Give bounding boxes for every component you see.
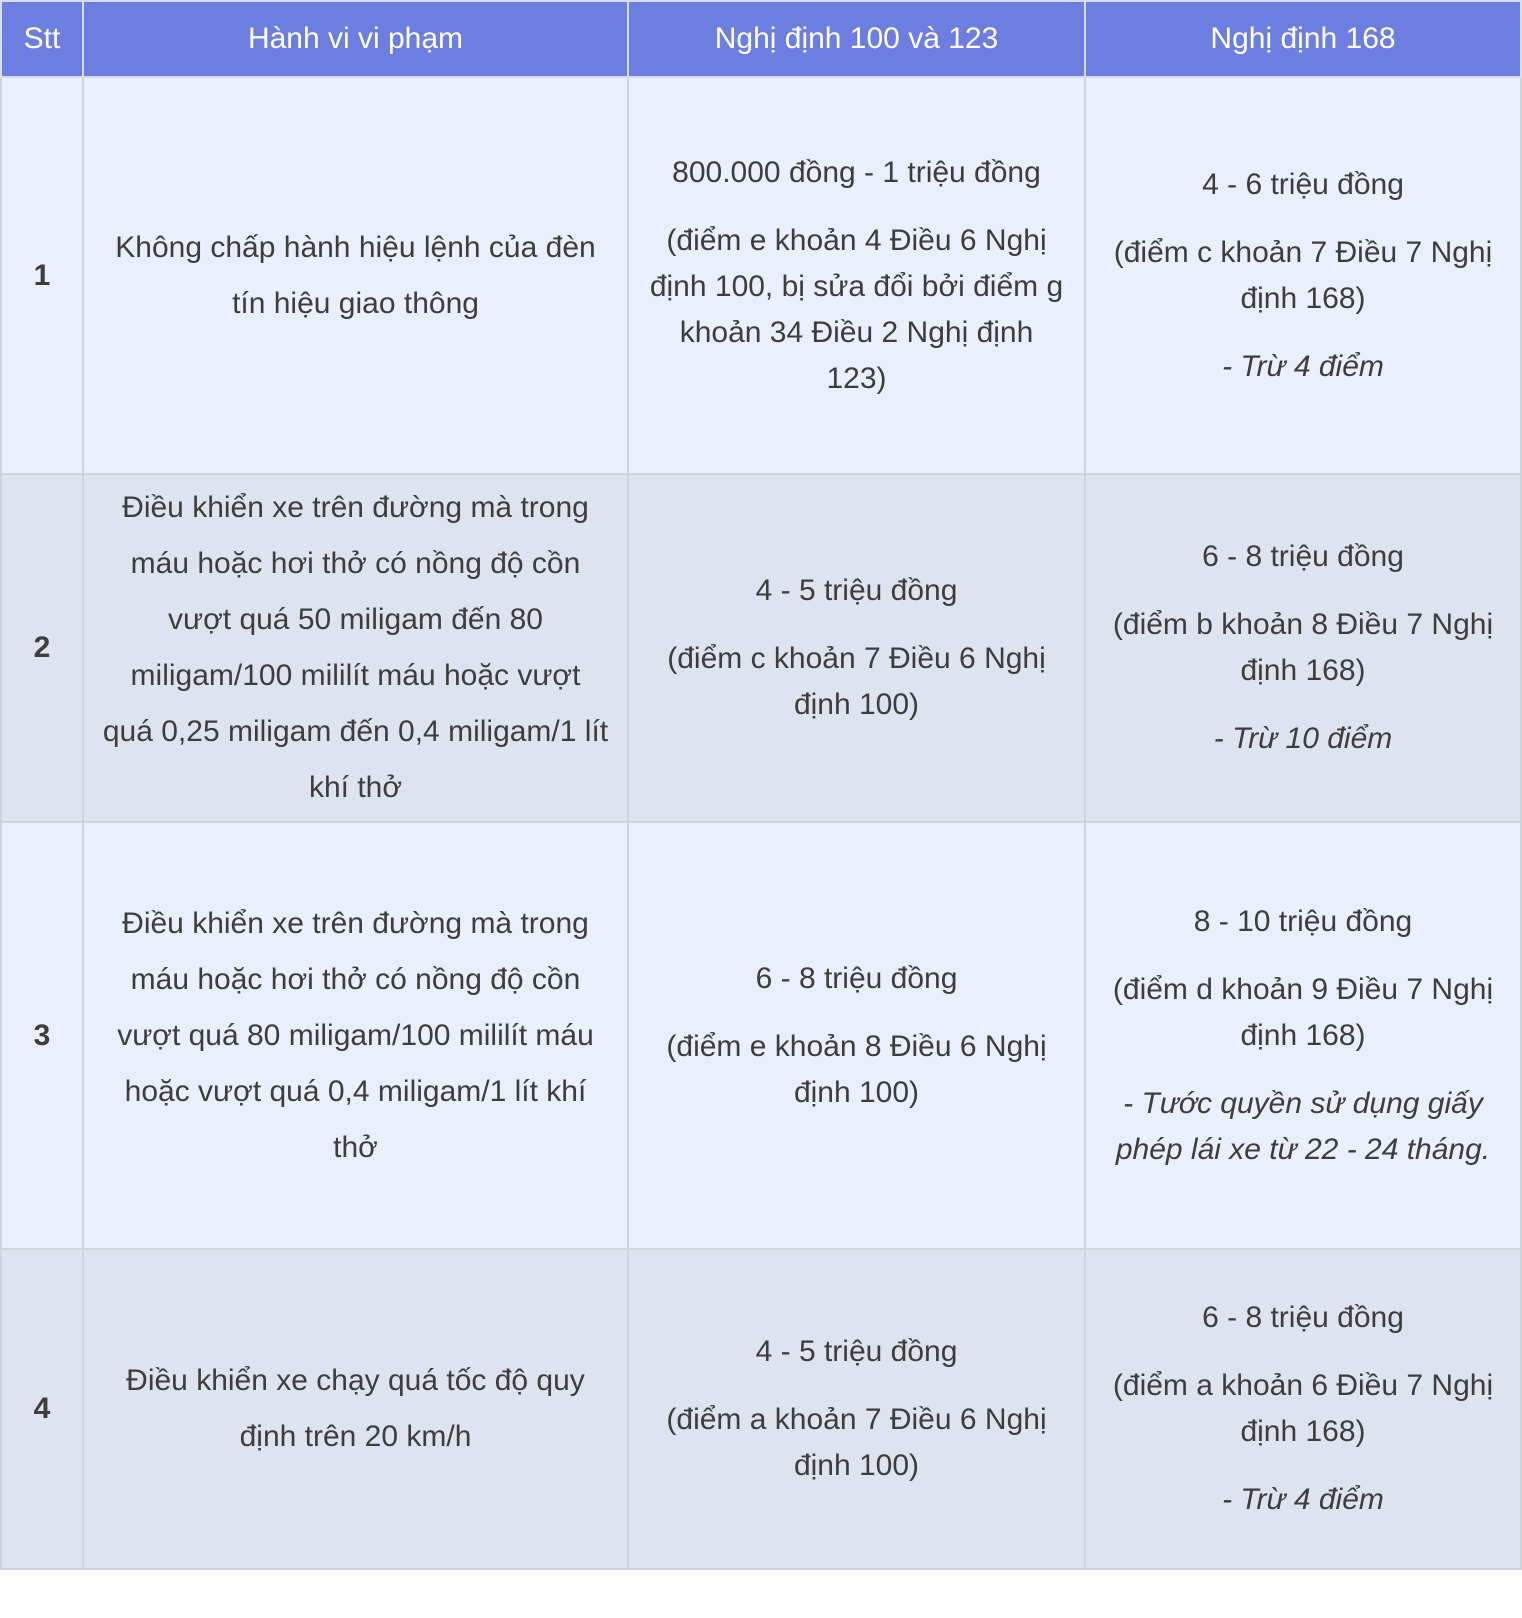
row-number: 4 — [1, 1249, 83, 1569]
new-fine: 6 - 8 triệu đồng — [1202, 1301, 1404, 1334]
old-fine: 4 - 5 triệu đồng — [755, 574, 958, 607]
behavior-text: Điều khiển xe trên đường mà trong máu hoặc hơi thở có nồng độ cồn vượt quá 50 miligam đến 80 miligam/100 mililít máu hoặc vượt quá 0,25 miligam đến 0,4 miligam/1 lít khí thở — [102, 491, 609, 804]
row-number: 2 — [1, 474, 83, 822]
old-fine: 4 - 5 triệu đồng — [755, 1335, 958, 1368]
behavior-cell — [83, 1249, 628, 1569]
new-legal-basis: (điểm a khoản 6 Điều 7 Nghị định 168) — [1112, 1369, 1494, 1448]
old-legal-basis: (điểm a khoản 7 Điều 6 Nghị định 100) — [666, 1403, 1047, 1482]
old-legal-basis: (điểm c khoản 7 Điều 6 Nghị định 100) — [667, 642, 1046, 721]
old-fine: 6 - 8 triệu đồng — [755, 961, 958, 995]
additional-sanction: - Trừ 4 điểm — [1222, 1483, 1384, 1516]
new-decree-cell — [1085, 474, 1521, 822]
additional-sanction: - Trừ 10 điểm — [1213, 722, 1393, 755]
old-decree-cell — [628, 77, 1085, 474]
header-stt: Stt — [1, 1, 83, 77]
behavior-text: Điều khiển xe chạy quá tốc độ quy định trên 20 km/h — [126, 1364, 585, 1453]
new-fine: 4 - 6 triệu đồng — [1202, 167, 1404, 201]
table-row — [1, 822, 1521, 1249]
old-decree-cell — [628, 474, 1085, 822]
table-row — [1, 474, 1521, 822]
additional-sanction: - Tước quyền sử dụng giấy phép lái xe từ 22 - 24 tháng. — [1115, 1086, 1491, 1166]
behavior-text: Không chấp hành hiệu lệnh của đèn tín hiệu giao thông — [115, 230, 596, 320]
new-fine: 8 - 10 triệu đồng — [1193, 904, 1413, 938]
header-decree-old: Nghị định 100 và 123 — [628, 1, 1085, 77]
behavior-text: Điều khiển xe trên đường mà trong máu hoặc hơi thở có nồng độ cồn vượt quá 80 miligam/100 mililít máu hoặc vượt quá 0,4 miligam/1 lít khí thở — [117, 906, 594, 1164]
old-decree-cell — [628, 822, 1085, 1249]
table-row — [1, 1249, 1521, 1569]
additional-sanction: - Trừ 4 điểm — [1222, 349, 1384, 383]
new-decree-cell — [1085, 1249, 1521, 1569]
behavior-cell — [83, 474, 628, 822]
old-legal-basis: (điểm e khoản 8 Điều 6 Nghị định 100) — [666, 1029, 1047, 1109]
new-legal-basis: (điểm b khoản 8 Điều 7 Nghị định 168) — [1112, 608, 1494, 687]
behavior-cell — [83, 822, 628, 1249]
old-decree-cell — [628, 1249, 1085, 1569]
row-number: 1 — [1, 77, 83, 474]
header-decree-new: Nghị định 168 — [1085, 1, 1521, 77]
new-fine: 6 - 8 triệu đồng — [1202, 540, 1404, 573]
row-number: 3 — [1, 822, 83, 1249]
new-legal-basis: (điểm c khoản 7 Điều 7 Nghị định 168) — [1113, 235, 1493, 315]
new-decree-cell — [1085, 77, 1521, 474]
table-row — [1, 77, 1521, 474]
new-legal-basis: (điểm d khoản 9 Điều 7 Nghị định 168) — [1112, 972, 1494, 1052]
table-header-row — [1, 1, 1521, 77]
new-decree-cell — [1085, 822, 1521, 1249]
header-behavior: Hành vi vi phạm — [83, 1, 628, 77]
behavior-cell — [83, 77, 628, 474]
old-legal-basis: (điểm e khoản 4 Điều 6 Nghị định 100, bị sửa đổi bởi điểm g khoản 34 Điều 2 Nghị định 123) — [649, 223, 1064, 395]
old-fine: 800.000 đồng - 1 triệu đồng — [672, 155, 1041, 189]
